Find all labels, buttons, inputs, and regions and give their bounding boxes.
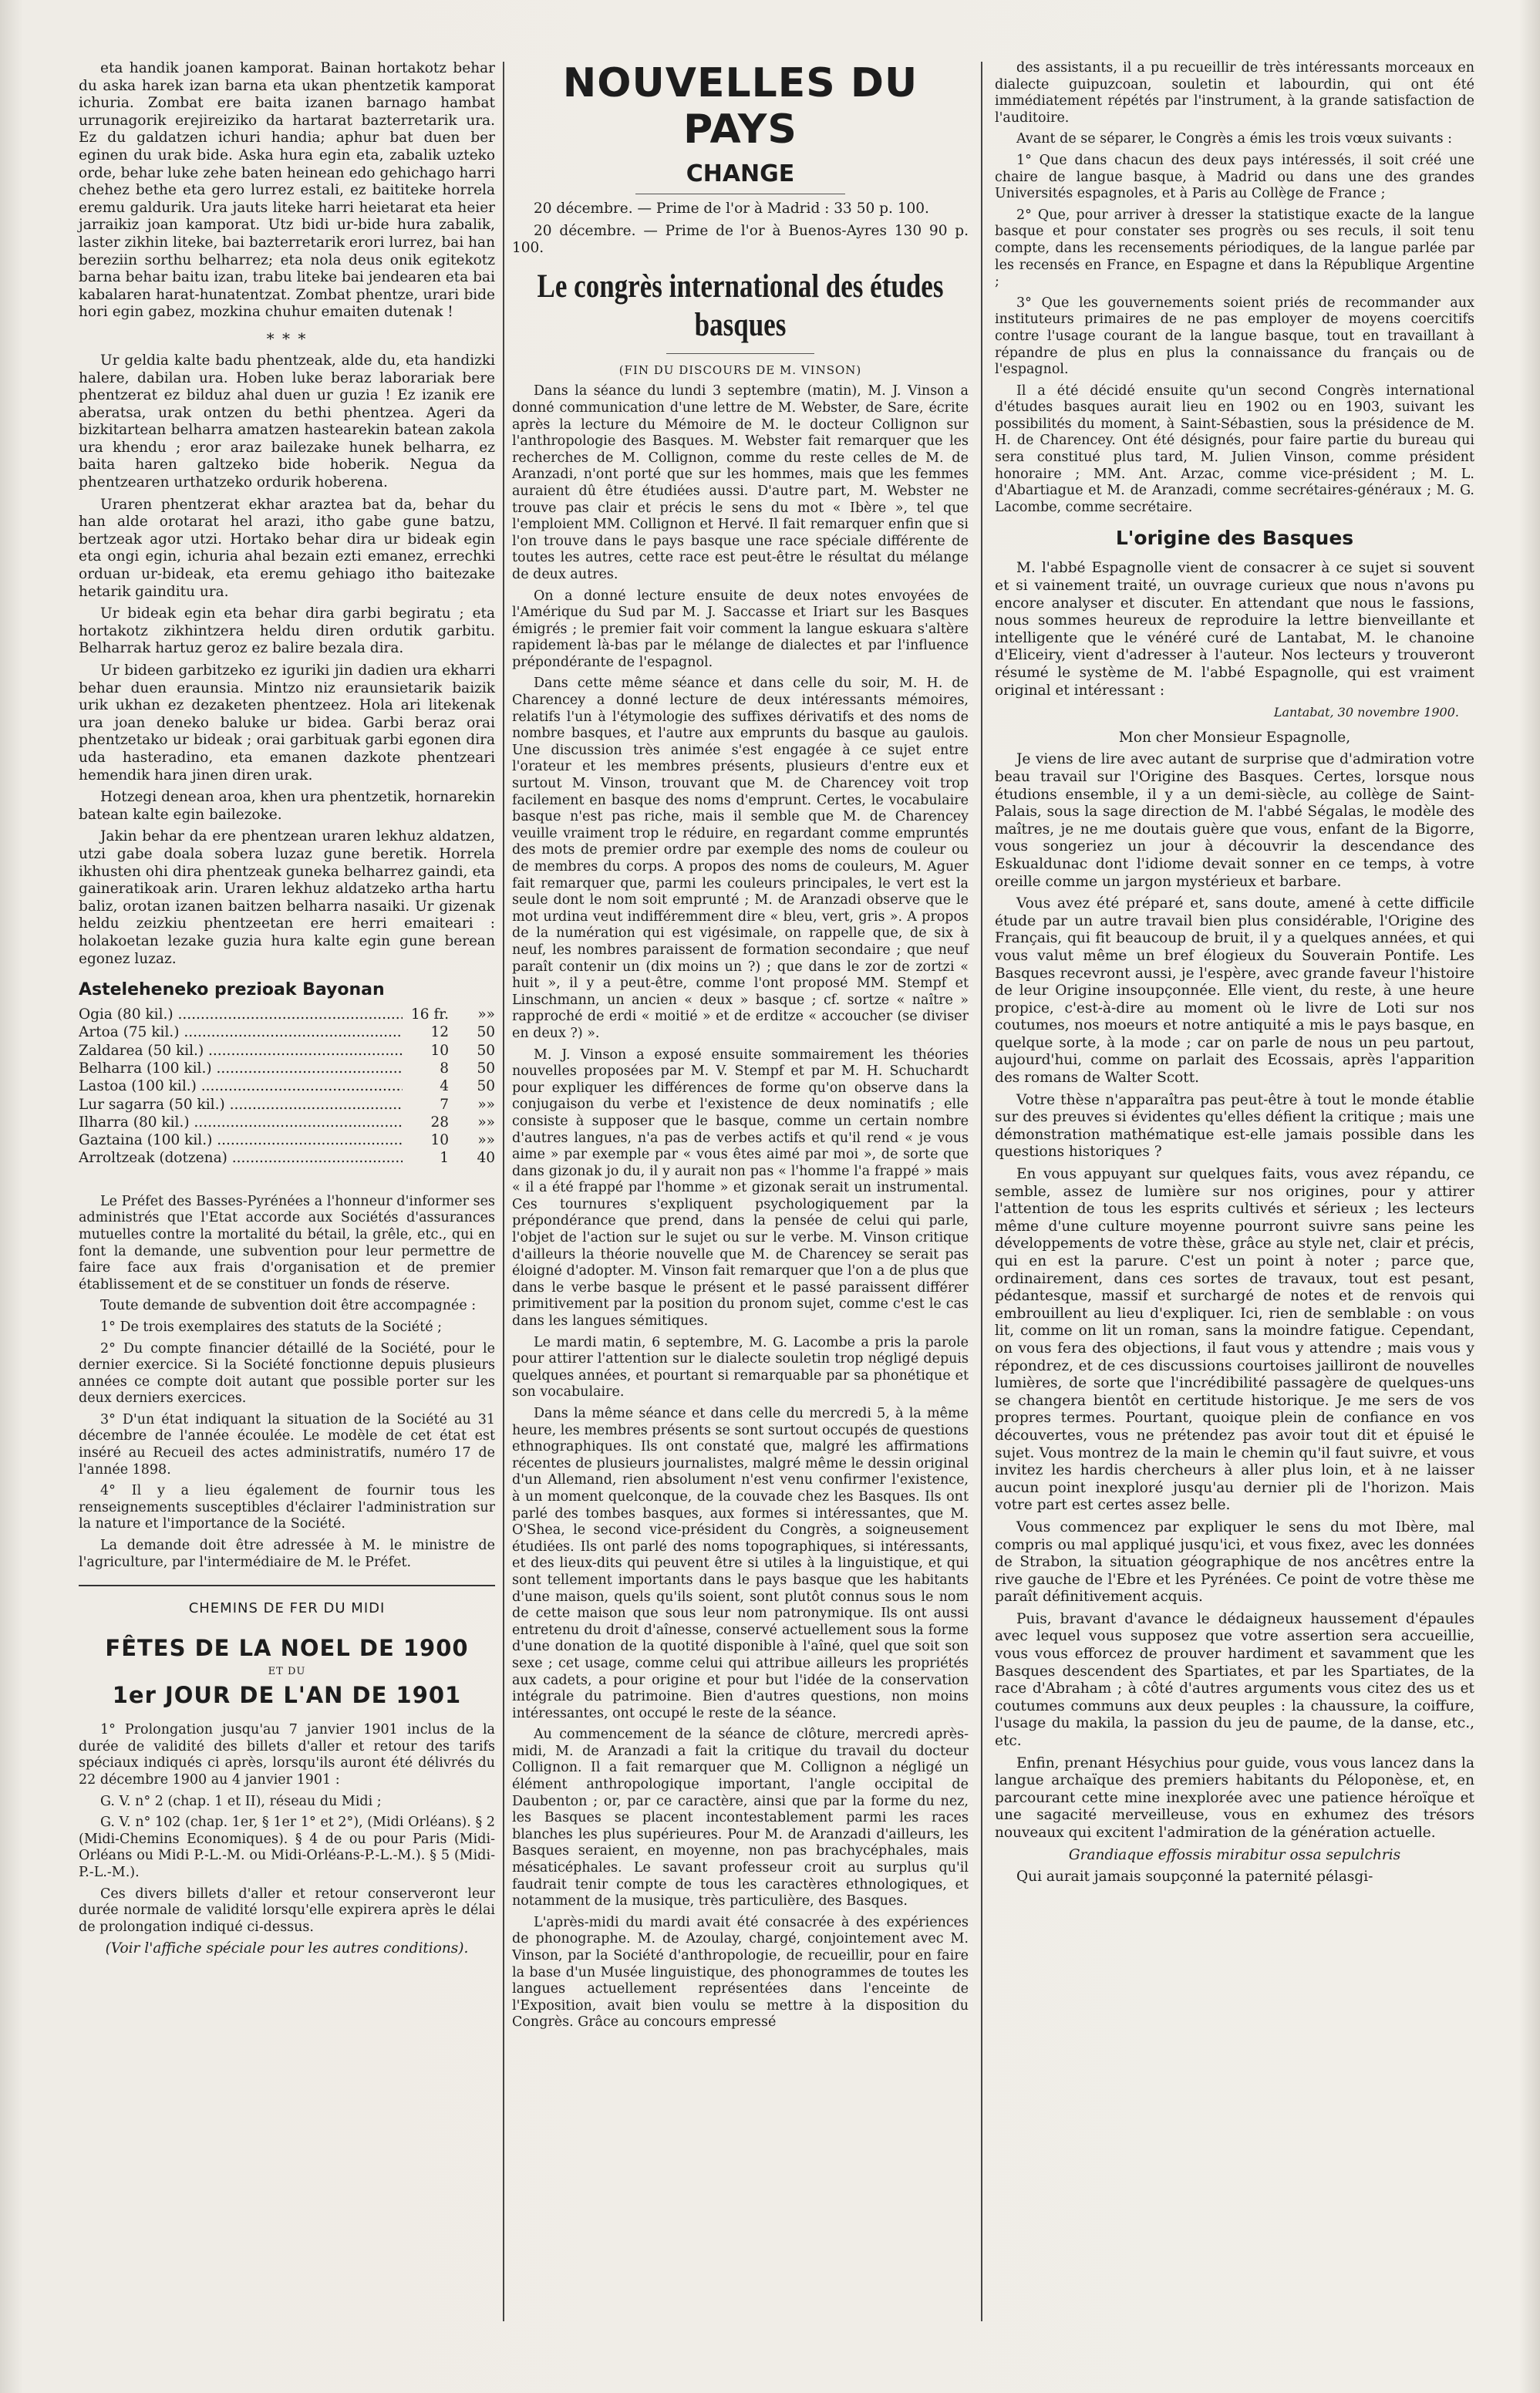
paragraph: Puis, bravant d'avance le dédaigneux haussement d'épaules avec lequel vous supposez que votre assertion sera accueillie, vous vous efforcez de prouver hardiment et savamment que les Basques descendent des Spartiates, et par les Spartiates, de la race d'Abraham ; à côté d'autres arguments vous citez des us et coutumes communs aux deux peuples : la chaussure, la coiffure, l'usage du makila, la passion du jeu de paume, de la danse, etc., etc. — [995, 1610, 1474, 1750]
price-cents: 40 — [477, 1150, 495, 1167]
change-heading: CHANGE — [686, 160, 795, 187]
basque-article-continued — [79, 352, 495, 968]
price-row — [79, 1131, 495, 1149]
price-item: Ilharra (80 kil.) ..... — [79, 1114, 403, 1131]
price-cents: 50 — [477, 1078, 495, 1095]
paragraph: Vous avez été préparé et, sans doute, amené à cette difficile étude par un autre travail bien plus considérable, l'Origine des Français, qui fit beaucoup de bruit, il y a quelques années, et qui vous valut même un bref élogieux du Souverain Pontife. Les Basques recevront aussi, je l'espère, avec grande faveur l'histoire de leur Origine insoupçonnée. Elle vient, du reste, à une heure propice, c'est-à-dire au moment où le livre de Loti sur nos coutumes, nos moeurs et notre antiquité a mis le pays basque, en quelque sorte, à la mode ; car on parle de nous un peu partout, aujourd'hui, comme on parlait des Ecossais, après l'apparition des romans de Walter Scott. — [995, 895, 1474, 1087]
price-value: 16 fr. — [411, 1006, 449, 1023]
paragraph: G. V. n° 2 (chap. 1 et II), réseau du Midi ; — [100, 1793, 382, 1809]
paragraph: Ur bideak egin eta behar dira garbi begiratu ; eta hortakotz zikhintzera heldu diren ordutik garbitu. Belharrak hartuz geroz ez balire bezala dira. — [79, 605, 495, 657]
price-item: Arroltzeak (dotzena) ..... — [79, 1149, 403, 1167]
price-cents: »» — [477, 1114, 495, 1131]
column-basque — [79, 60, 495, 1963]
price-cents: 50 — [477, 1060, 495, 1077]
paragraph: En vous appuyant sur quelques faits, vous avez répandu, ce semble, assez de lumière sur nos origines, pour y attirer l'attention de tous les esprits cultivés et sérieux ; les lecteurs même d'une culture moyenne pourront suivre sans peine les développements de votre thèse, grâce au style net, clair et précis, qui en est la parure. C'est un point à noter ; parce que, ordinairement, dans ces sortes de travaux, tout est pesant, pédantesque, massif et surchargé de notes et de renvois qui embrouillent au lieu d'expliquer. Ici, rien de semblable : on vous lit, comme on lit un roman, sans la moindre fatigue. Cependant, on vous fera des objections, il faut vous y attendre ; mais vous y répondrez, et de ces discussions courtoises jailliront de nouvelles lumières, de sorte que l'incrédibilité passagère de quelques-uns se changera bientôt en certitude historique. Je me sers de vos propres termes. Pourtant, quoique plein de confiance en vos découvertes, vous ne prétendez pas avoir tout dit et épuisé le sujet. Vous montrez de la main le chemin qu'il faut suivre, et vous invitez les hardis chercheurs à aller plus loin, et à ne laisser aucun point inexploré jusqu'au dernier pli de l'horizon. Mais votre part est certes assez belle. — [995, 1166, 1474, 1514]
holiday-heading: FÊTES DE LA NOEL DE 1900 — [105, 1635, 469, 1662]
paragraph: 3° Que les gouvernements soient priés de recommander aux instituteurs primaires de ne pas employer de moyens coercitifs contre l'usage courant de la langue basque, tout en travaillant à répandre de plus en plus la connaissance du français ou de l'espagnol. — [995, 295, 1474, 378]
paragraph: Au commencement de la séance de clôture, mercredi après-midi, M. de Aranzadi a fait la critique du travail du docteur Collignon. Il a fait remarquer que M. Collignon a négligé un élément anthropologique important, l'angle occipital de Daubenton ; or, par ce caractère, ainsi que par la forme du nez, les Basques se placent incontestablement parmi les races blanches les plus supérieures. Pour M. de Aranzadi d'ailleurs, les Basques seraient, en moyenne, non pas brachycéphales, mais mésaticéphales. Le savant professeur croit au surplus qu'il faudrait tenir compte de tous les caractères ethnologiques, et notamment de la musique, très particulière, des Basques. — [512, 1727, 969, 1909]
paragraph: Ces divers billets d'aller et retour conserveront leur durée normale de validité lorsqu'elle expirera après le délai de prolongation indiqué ci-dessus. — [79, 1886, 495, 1935]
paragraph: Enfin, prenant Hésychius pour guide, vous vous lancez dans la langue archaïque des premiers habitants du Péloponèse, et, en parcourant cette mine inexplorée avec une patience héroïque et une sagacité merveilleuse, vous en exhumez des trésors nouveaux qui excitent l'admiration de la génération actuelle. — [995, 1754, 1474, 1841]
paragraph: Dans la séance du lundi 3 septembre (matin), M. J. Vinson a donné communication d'une lettre de M. Webster, de Sare, écrite après la lecture du Mémoire de M. le docteur Collignon sur l'anthropologie des Basques. M. Webster fait remarquer que les recherches de M. Collignon, comme du reste celles de M. de Aranzadi, n'ont porté que sur les hommes, mais que les femmes auraient dû être étudiées aussi. D'autre part, M. Webster ne trouve pas clair et précis le sens du mot « Ibère », tel que l'emploient MM. Collignon et Hervé. Il fait remarquer enfin que si l'on trouve dans le pays basque une race spéciale différente de toutes les autres, cette race est peut-être le résultat du mélange de deux autres. — [512, 383, 969, 582]
railway-notice — [79, 1722, 495, 1936]
price-row — [79, 1077, 495, 1095]
paragraph: L'après-midi du mardi avait été consacrée à des expériences de phonographe. M. de Azoulay, chargé, conjointement avec M. Vinson, par la Société d'anthropologie, de recueillir, pour en faire la base d'un Musée linguistique, des phonogrammes de toutes les langues actuellement représentées dans l'enceinte de l'Exposition, avait bien voulu se mettre à la disposition du Congrès. Grâce au concours empressé — [512, 1914, 969, 2031]
price-list — [79, 1006, 495, 1168]
paragraph: Il a été décidé ensuite qu'un second Congrès international d'études basques aurait lieu en 1902 ou en 1903, suivant les possibilités du moment, à Saint-Sébastien, sous la présidence de M. H. de Charencey. Ont été désignés, pour faire partie du bureau qui sera constitué plus tard, M. Julien Vinson, comme président honoraire ; MM. Ant. Arzac, comme vice-président ; M. L. d'Abartiague et M. de Aranzadi, comme secrétaires-généraux ; M. G. Lacombe, comme secrétaire. — [995, 383, 1474, 515]
see-poster-note: (Voir l'affiche spéciale pour les autres conditions). — [105, 1940, 469, 1957]
price-row — [79, 1060, 495, 1077]
letter-last-line: Qui aurait jamais soupçonné la paternité pélasgi- — [1016, 1869, 1373, 1886]
price-item: Gaztaina (100 kil.) ..... — [79, 1131, 403, 1149]
price-value: 10 — [430, 1042, 449, 1059]
origins-title: L'origine des Basques — [1115, 527, 1354, 550]
column-news — [512, 60, 969, 2036]
letter-body — [995, 751, 1474, 1842]
paragraph: Dans la même séance et dans celle du mercredi 5, à la même heure, les membres présents se sont surtout occupés de questions ethnographiques. Ils ont constaté que, malgré les affirmations récentes de plusieurs journalistes, malgré même le dessin original d'un Allemand, rien absolument n'est venu confirmer l'existence, à un moment quelconque, de la couvade chez les Basques. Ils ont parlé des tombes basques, aux formes si intéressantes, que M. O'Shea, le second vice-président du Congrès, a soigneusement étudiées. Ils ont parlé des noms topographiques, si intéressants, et des lieux-dits qui peuvent être si utiles à la linguistique, et qui sont tellement importants dans le pays basque que les habitants d'une maison, quels qu'ils soient, sont plutôt connus sous le nom de cette maison que sous leur nom patronymique. Ils ont aussi entretenu du droit d'aînesse, conservé actuellement sous la forme d'une donation de la quotité disponible à l'aîné, quel que soit son sexe ; cet usage, comme celui qui attribue ailleurs les propriétés aux cadets, a pour origine et pour but l'idée de la conservation intégrale du patrimoine. Bien d'autres questions, non moins intéressantes, ont occupé le reste de la séance. — [512, 1406, 969, 1721]
paragraph: 4° Il y a lieu également de fournir tous les renseignements susceptibles d'éclairer l'administration sur la nature et l'importance de la Société. — [79, 1483, 495, 1532]
price-value: 8 — [440, 1060, 449, 1077]
latin-quote: Grandiaque effossis mirabitur ossa sepulchris — [1068, 1846, 1401, 1863]
congress-article — [512, 383, 969, 2031]
paragraph: 2° Que, pour arriver à dresser la statistique exacte de la langue basque et pour constater ses progrès ou ses reculs, il soit tenu compte, dans les recensements périodiques, de la langue parlée par les recensés en France, en Espagne et dans la République Argentine ; — [995, 207, 1474, 290]
price-cents: 50 — [477, 1024, 495, 1041]
price-value: 28 — [430, 1114, 449, 1131]
paragraph: On a donné lecture ensuite de deux notes envoyées de l'Amérique du Sud par M. J. Saccasse et Iriart sur les Basques émigrés ; le premier fait voir comment la langue eskuara s'altère rapidement là-bas par le mélange de dialectes et par l'influence prépondérante de l'espagnol. — [512, 588, 969, 670]
railway-heading: CHEMINS DE FER DU MIDI — [188, 1600, 386, 1617]
paragraph: Le Préfet des Basses-Pyrénées a l'honneur d'informer ses administrés que l'Etat accorde aux Sociétés d'assurances mutuelles contre la mortalité du bétail, la grêle, etc., qui en font la demande, une subvention pour leur permettre de faire face aux frais d'organisation et de premier établissement et de se constituer un fonds de réserve. — [79, 1193, 495, 1293]
paragraph: Dans cette même séance et dans celle du soir, M. H. de Charencey a donné lecture de deux intéressants mémoires, relatifs l'un à l'étymologie des suffixes dérivatifs et des noms de nombre basques, et l'autre aux emprunts du basque au gaulois. Une discussion très animée s'est engagée à ce sujet entre l'orateur et les membres présents, plusieurs d'entre eux et surtout M. Vinson, trouvant que M. de Charencey voit trop facilement en basque des noms d'emprunt. Certes, le vocabulaire basque n'est pas riche, mais il semble que M. de Charencey veuille vraiment trop le réduire, en regardant comme empruntés des mots de premier ordre par exemple des noms de couleur ou de membres du corps. A propos des noms de couleurs, M. Aguer fait remarquer que, parmi les couleurs principales, le vert est la seule dont le nom soit emprunté ; M. de Aranzadi observe que le mot urdina veut indifféremment dire « bleu, vert, gris ». A propos de la numération qui est vigésimale, on rappelle que, de six à neuf, les nombres paraissent de formation secondaire ; que neuf paraît contenir un (dix moins un ?) ; que dans le zor de zortzi « huit », il y a peut-être, comme l'ont proposé MM. Stempf et Linschmann, un ancien « deux » basque ; cf. sortze « naître » rapproché de erdi « moitié » et de erditze « accoucher (se diviser en deux ?) ». — [512, 676, 969, 1041]
paragraph: 3° D'un état indiquant la situation de la Société au 31 décembre de l'année écoulée. Le modèle de cet état est inséré au Recueil des actes administratifs, numéro 17 de l'année 1898. — [79, 1411, 495, 1478]
price-value: 12 — [430, 1024, 449, 1041]
price-value: 10 — [430, 1132, 449, 1149]
paragraph: Je viens de lire avec autant de surprise que d'admiration votre beau travail sur l'Origine des Basques. Certes, lorsque nous étudions ensemble, il y a un demi-siècle, au collège de Saint-Palais, sous la sage direction de M. l'abbé Ségalas, le modèle des maîtres, je ne me doutais guère que vous, enfant de la Bigorre, vous songeriez un jour à découvrir la descendance des Eskualdunac dont l'idiome devait sonner en ce temps, à votre oreille comme un jargon mystérieux et barbare. — [995, 751, 1474, 890]
new-year-heading: 1er JOUR DE L'AN DE 1901 — [112, 1682, 462, 1709]
paragraph: Uraren phentzerat ekhar araztea bat da, behar du han alde orotarat hel arazi, itho gabe gune batzu, bertzeak agor utzi. Hortako behar dira ur bideak egin eta ongi egin, ichuria ahal bezain ezti emanez, errechki orduan ur-bideak, eta eremu gehiago itho baitezake hetarik gainditu ura. — [79, 496, 495, 600]
paragraph: Hotzegi denean aroa, khen ura phentzetik, hornarekin batean kalte egin bailezoke. — [79, 789, 495, 823]
letter-dateline: Lantabat, 30 novembre 1900. — [1273, 705, 1459, 720]
paragraph: 20 décembre. — Prime de l'or à Madrid : 33 50 p. 100. — [534, 201, 929, 217]
price-row — [79, 1096, 495, 1114]
price-item: Artoa (75 kil.) ..... — [79, 1023, 403, 1041]
congress-article-end — [995, 60, 1474, 516]
paragraph: Le mardi matin, 6 septembre, M. G. Lacombe a pris la parole pour attirer l'attention sur le dialecte souletin trop négligé depuis quelques années, et pourtant si remarquable par sa phonétique et son vocabulaire. — [512, 1334, 969, 1400]
price-list-title: Asteleheneko prezioak Bayonan — [79, 980, 385, 1000]
paragraph: Toute demande de subvention doit être accompagnée : — [100, 1298, 477, 1314]
paragraph: 2° Du compte financier détaillé de la Société, pour le dernier exercice. Si la Société fonctionne depuis plusieurs années ce compte doit autant que possible porter sur les deux derniers exercices. — [79, 1340, 495, 1407]
separator-stars: * * * — [266, 329, 308, 348]
paragraph: 1° Prolongation jusqu'au 7 janvier 1901 inclus de la durée de validité des billets d'aller et retour des tarifs spéciaux indiqués ci après, lorsqu'ils auront été délivrés du 22 décembre 1900 au 4 janvier 1901 : — [79, 1722, 495, 1788]
paragraph: La demande doit être adressée à M. le ministre de l'agriculture, par l'intermédiaire de M. le Préfet. — [79, 1538, 495, 1570]
price-value: 4 — [440, 1078, 449, 1095]
prefect-notice — [79, 1194, 495, 1571]
price-cents: »» — [477, 1132, 495, 1149]
paragraph: 1° Que dans chacun des deux pays intéressés, il soit créé une chaire de langue basque, à Madrid ou dans une des grandes Universités espagnoles, et à Paris au Collège de France ; — [995, 152, 1474, 202]
paragraph: Vous commencez par expliquer le sens du mot Ibère, mal compris ou mal appliqué jusqu'ici, et vous fixez, avec les données de Strabon, la situation géographique de nos ancêtres entre la rive gauche de l'Ebre et les Pyrénées. Ce point de votre thèse me paraît définitivement acquis. — [995, 1518, 1474, 1606]
price-item: Belharra (100 kil.) ..... — [79, 1060, 403, 1077]
price-value: 1 — [440, 1150, 449, 1167]
paragraph: M. J. Vinson a exposé ensuite sommairement les théories nouvelles proposées par M. V. Stempf et par M. H. Schuchardt pour expliquer les différences de forme qu'on observe dans la conjugaison du verbe et l'existence de deux nominatifs ; elle consiste à supposer que le basque, comme un certain nombre d'autres langues, n'a pas de verbes actifs et qu'il rend « je vous aime » par exemple par « vous êtes aimé par moi », de sorte que dans gizonak jo du, il y aurait non pas « l'homme l'a frappé » mais « il a été frappé par l'homme » et gizonak serait un instrumental. Ces tournures s'expliquent psychologiquement par la prépondérance que prend, dans la pensée de celui qui parle, l'objet de l'action sur le sujet ou sur le verbe. M. Vinson critique d'ailleurs la théorie nouvelle que M. de Charencey se serait pas éloigné d'adopter. M. Vinson fait remarquer que l'on a de plus que dans le verbe basque le présent et le passé paraissent différer primitivement par la position du pronom sujet, comme c'est le cas dans les langues sémitiques. — [512, 1047, 969, 1330]
paragraph: 20 décembre. — Prime de l'or à Buenos-Ayres 130 90 p. 100. — [512, 222, 969, 257]
congress-title: Le congrès international des études basques — [537, 266, 944, 343]
paragraph: eta handik joanen kamporat. Bainan hortakotz behar du aska harek izan barna eta ukan phentzetik kamporat ichuria. Zombat ere baita izanen barnago hambat urrunagorik erejireiziko da hartarat bazterretarik ura. Ez du galdatzen ichuri handia; aphur bat duen ber eginen du urak bide. Aska hura egin eta, zabalik uzteko orde, behar luke zehe baten heinean edo gehichago harri chehez bethe eta gero lurrez estali, ez baititeke horrela eremu galdurik. Ura jauts liteke harri heietarat eta heier jarraikiz joan kamporat. Utz bidi ur-bide hura zabalik, laster zikhin liteke, bai bazterretarik erori lurrez, bai han bereziin sorthu belharrez; eta nola deus onik egitekotz barna behar baitu izan, trabu liteke bai jendearen eta bai kabalaren harat-hunatentzat. Zombat phentze, urari bide hori egin gabez, mozkina chuhur emaiten dutenak ! — [79, 60, 495, 321]
paragraph: des assistants, il a pu recueillir de très intéressants morceaux en dialecte guipuzcoan, souletin et labourdin, qui ont été immédiatement répétés par l'instrument, à la grande satisfaction de l'auditoire. — [995, 60, 1474, 126]
paragraph: M. l'abbé Espagnolle vient de consacrer à ce sujet si souvent et si vainement traité, un ouvrage curieux que nous n'avons pu encore analyser et discuter. En attendant que nous le fassions, nous sommes heureux de reproduire la lettre bienveillante et intelligente que le vénéré curé de Lantabat, M. le chanoine d'Eliceiry, vient d'adresser à l'auteur. Nos lecteurs y trouveront résumé le système de M. l'abbé Espagnolle, qui est vraiment original et intéressant : — [995, 560, 1474, 699]
end-of-speech-note: (FIN DU DISCOURS DE M. VINSON) — [618, 362, 862, 377]
price-item: Ogia (80 kil.) ..... — [79, 1006, 403, 1023]
paragraph: Ur bideen garbitzeko ez iguriki jin dadien ura ekharri behar duen eraunsia. Mintzo niz eraunsietarik baizik urik ukhan ez dezaketen phentzeez. Hola ari litekenak ura joan deneko baluke ur bidea. Garbi beraz orai phentzetako ur bideak ; orai garbituak garbi egonen dira uda hasteradino, eta emanen dazkote phentzeari hemendik hara jinen diren urak. — [79, 662, 495, 784]
column-origins — [995, 60, 1474, 1891]
price-cents: »» — [477, 1096, 495, 1113]
price-row — [79, 1149, 495, 1167]
section-title: NOUVELLES DU PAYS — [562, 60, 918, 153]
price-value: 7 — [440, 1096, 449, 1113]
paragraph: 1° De trois exemplaires des statuts de la Société ; — [100, 1319, 443, 1335]
paragraph: Avant de se séparer, le Congrès a émis les trois vœux suivants : — [1016, 131, 1453, 147]
price-item: Zaldarea (50 kil.) ..... — [79, 1042, 403, 1060]
paragraph: Ur geldia kalte badu phentzeak, alde du, eta handizki halere, dabilan ura. Hoben luke beraz laborariak bere phentzerat ez bilduz ahal duen ur guzia ! Ez izanik ere aberatsa, urak ontzen du bethi phentzea. Ageri da bizkitartean belharra amatzen hastearekin batean zakola ura khendu ; eror araz bailezake hunek belharra, ez baita haren galtzeko bide hoberik. Negua da phentzearen urthatzeko ordurik hoberena. — [79, 352, 495, 491]
price-cents: 50 — [477, 1042, 495, 1059]
divider — [79, 1585, 495, 1586]
price-row — [79, 1042, 495, 1060]
exchange-rates — [512, 201, 969, 258]
divider — [666, 353, 814, 354]
basque-article — [79, 60, 495, 322]
paragraph: Votre thèse n'apparaîtra pas peut-être à tout le monde établie sur des preuves si évidentes qu'elles défient la critique ; mais une démonstration mathématique est-elle jamais possible dans les questions historiques ? — [995, 1091, 1474, 1161]
paragraph: G. V. n° 102 (chap. 1er, § 1er 1° et 2°), (Midi Orléans). § 2 (Midi-Chemins Economiques). § 4 de ou pour Paris (Midi-Orléans ou Midi P.-L.-M. ou Midi-Orléans-P.-L.-M.). § 5 (Midi-P.-L.-M.). — [79, 1815, 495, 1880]
et-du: ET DU — [268, 1666, 306, 1678]
price-row — [79, 1023, 495, 1041]
letter-salutation: Mon cher Monsieur Espagnolle, — [1118, 729, 1351, 746]
price-cents: »» — [477, 1006, 495, 1023]
paragraph: Jakin behar da ere phentzean uraren lekhuz aldatzen, utzi gabe doala sobera luzaz gune beretik. Horrela ikhusten ohi dira phentzeak guneka belharrez gaindi, eta gaineratikoak arin. Uraren lekhuz aldatzeko artha hartu baliz, orotan izanen baitzen belharra nasaiki. Ur gizenak heldu zeizkiu phentzeetan ere herri emaiteari : holakoetan lezake guzia hura kalte egin gune berean egonez luzaz. — [79, 828, 495, 967]
column-rule — [981, 62, 982, 2321]
price-row — [79, 1006, 495, 1023]
column-rule — [503, 62, 504, 2321]
price-row — [79, 1114, 495, 1131]
origins-intro — [995, 560, 1474, 699]
price-item: Lur sagarra (50 kil.) ..... — [79, 1096, 403, 1114]
price-item: Lastoa (100 kil.) ..... — [79, 1077, 403, 1095]
